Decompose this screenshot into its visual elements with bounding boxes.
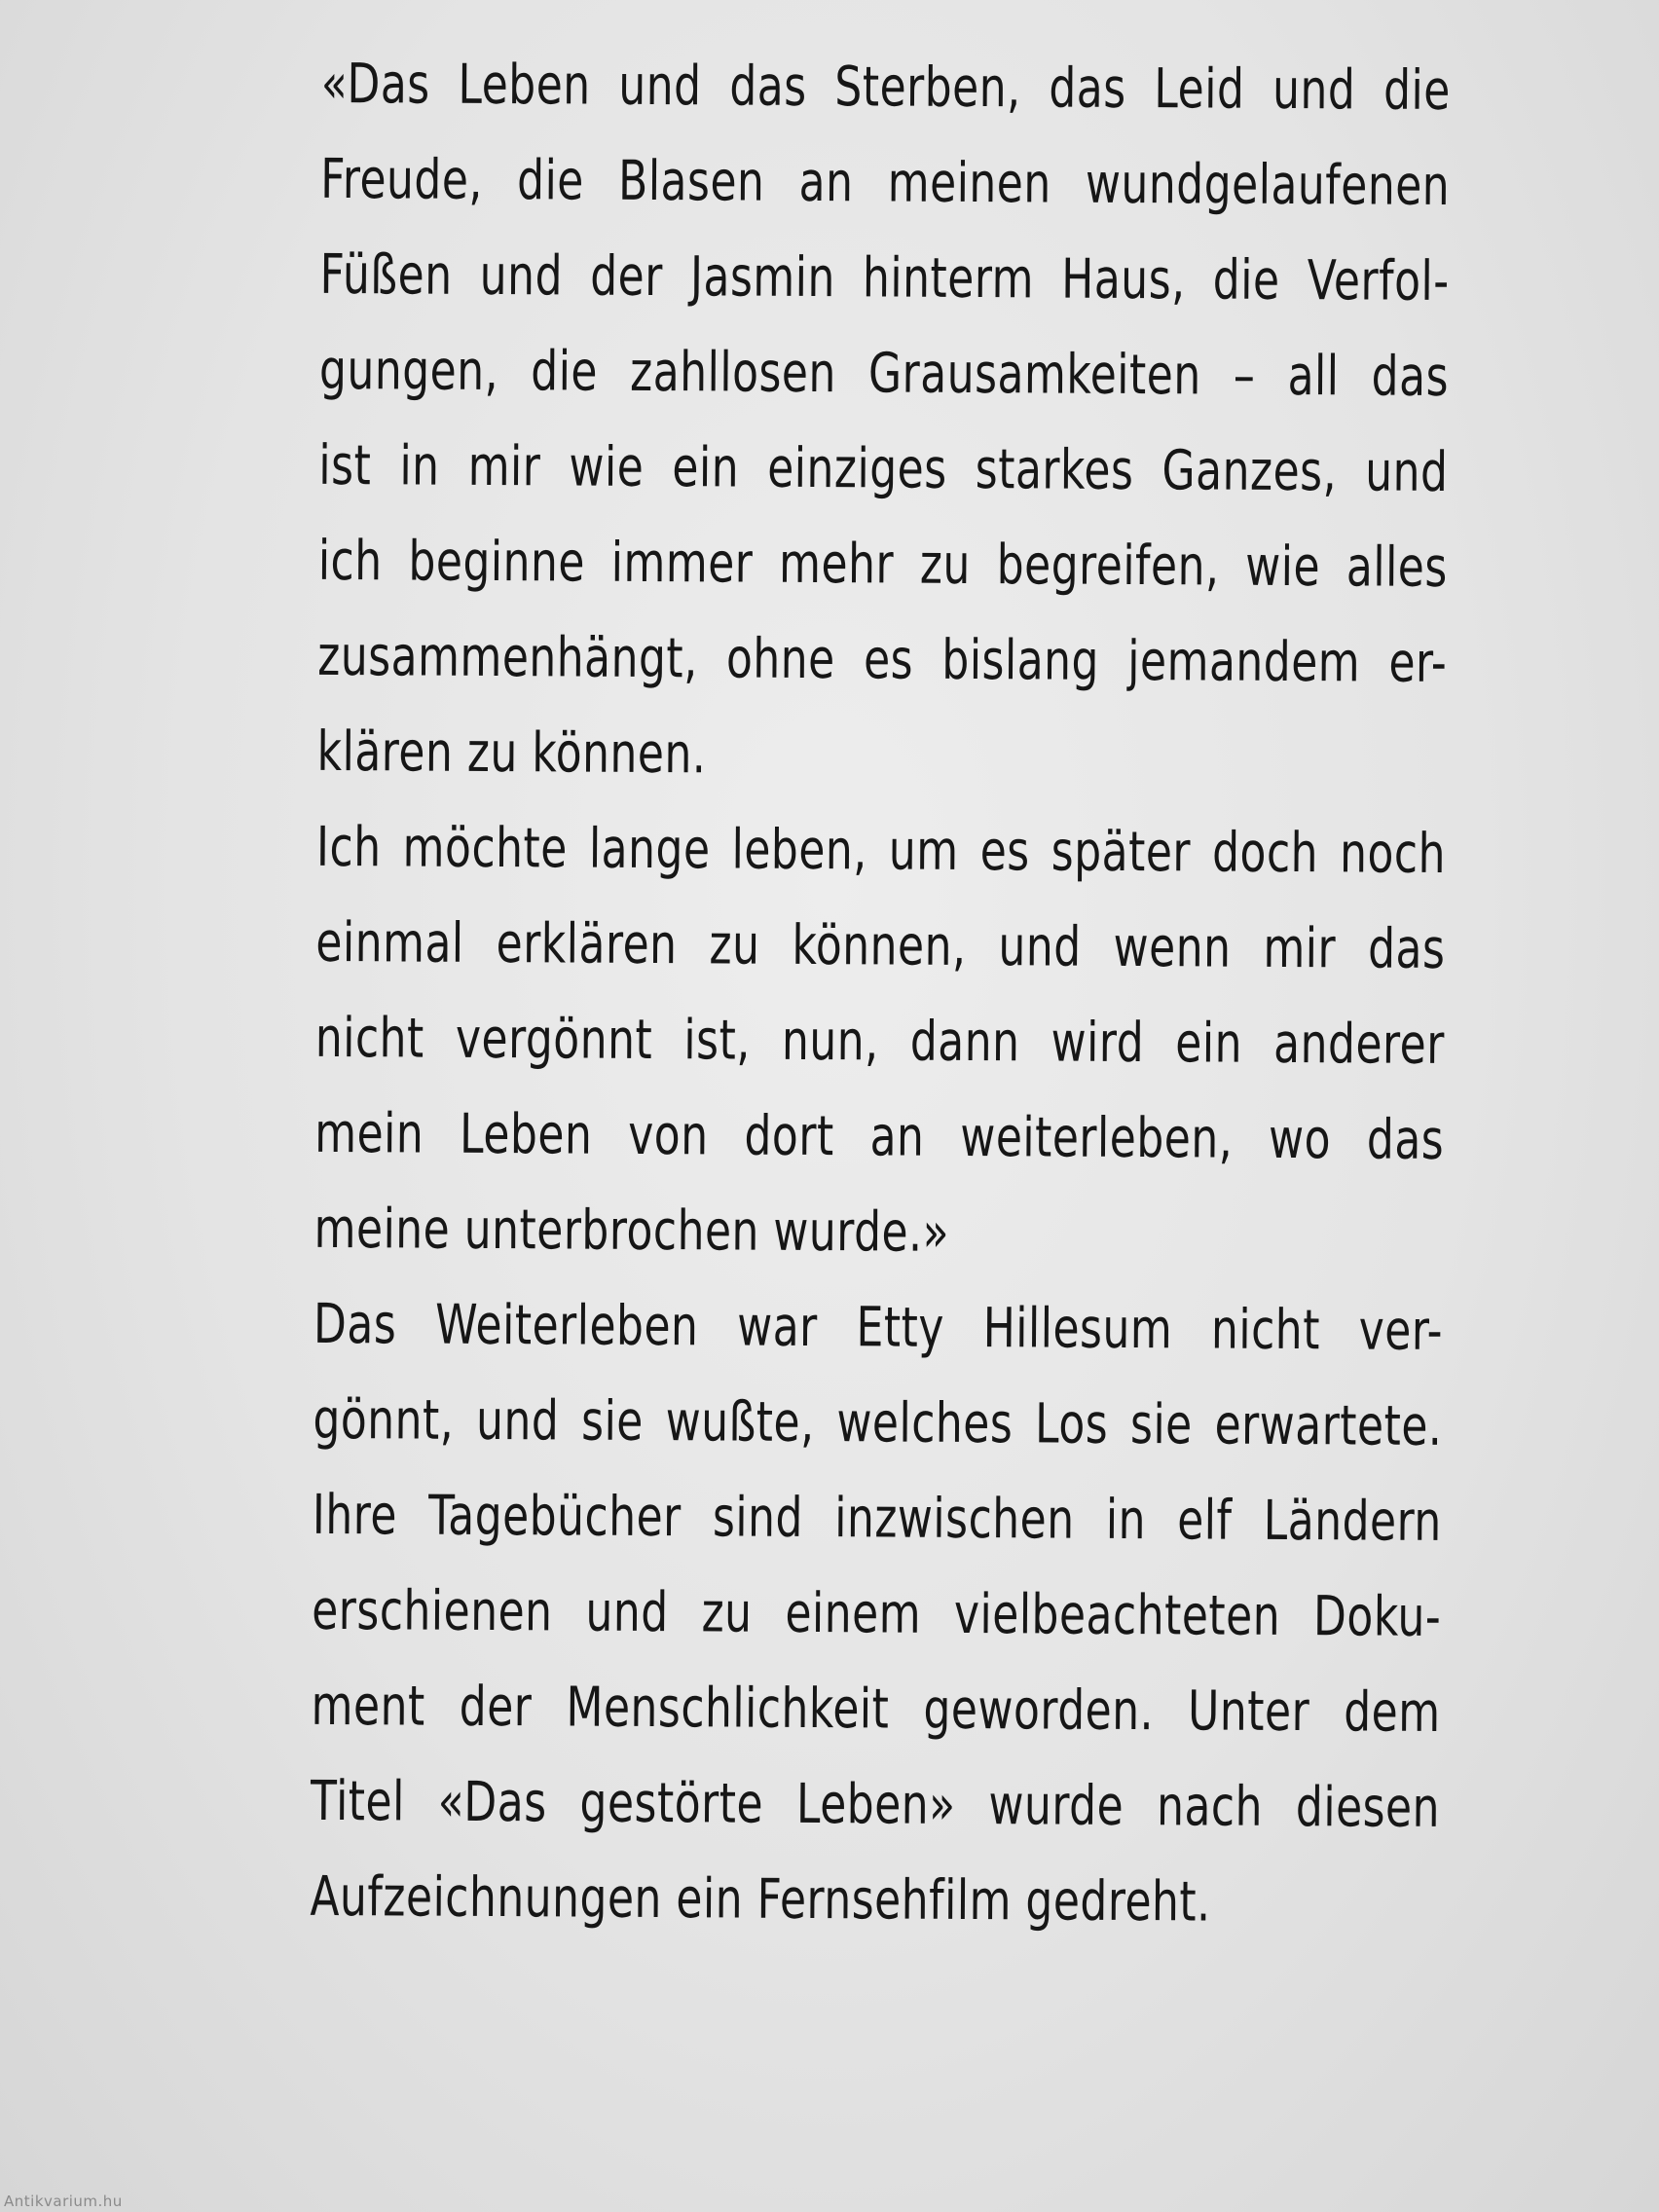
text-line: Titel «Das gestörte Leben» wurde nach diesen	[310, 1769, 1441, 1841]
text-line: klären zu können.	[316, 719, 707, 787]
text-line: ich beginne immer mehr zu begreifen, wie alles	[317, 529, 1448, 601]
paragraph	[313, 817, 1446, 1301]
text-line: gungen, die zahllosen Grausamkeiten – all das	[318, 338, 1450, 410]
text-line: mein Leben von dort an weiterleben, wo das	[314, 1101, 1445, 1173]
text-line: zusammenhängt, ohne es bislang jemandem er-	[317, 624, 1448, 696]
text-line: ist in mir wie ein einziges starkes Ganzes, und	[318, 433, 1449, 505]
text-line: ment der Menschlichkeit geworden. Unter dem	[311, 1674, 1441, 1746]
watermark: Antikvarium.hu	[4, 2193, 123, 2210]
text-line: Ich möchte lange leben, um es später doch noch	[315, 815, 1447, 887]
text-line: meine unterbrochen wurde.»	[313, 1197, 950, 1265]
text-line: Füßen und der Jasmin hinterm Haus, die Verfol-	[319, 242, 1450, 314]
paragraph	[316, 54, 1451, 824]
text-line: Freude, die Blasen an meinen wundgelaufenen	[320, 147, 1451, 219]
blurb-text	[310, 54, 1451, 1969]
text-line: Aufzeichnungen ein Fernsehfilm gedreht.	[310, 1864, 1211, 1935]
text-line: Das Weiterleben war Etty Hillesum nicht ver-	[313, 1292, 1444, 1364]
text-line: gönnt, und sie wußte, welches Los sie erwartete.	[313, 1387, 1443, 1459]
text-line: nicht vergönnt ist, nun, dann wird ein anderer	[314, 1006, 1445, 1078]
text-line: «Das Leben und das Sterben, das Leid und die	[320, 52, 1451, 124]
paragraph	[310, 1294, 1443, 1969]
text-line: Ihre Tagebücher sind inzwischen in elf Ländern	[312, 1483, 1443, 1555]
text-line: erschienen und zu einem vielbeachteten Doku-	[312, 1578, 1442, 1650]
text-line: einmal erklären zu können, und wenn mir das	[315, 910, 1446, 982]
